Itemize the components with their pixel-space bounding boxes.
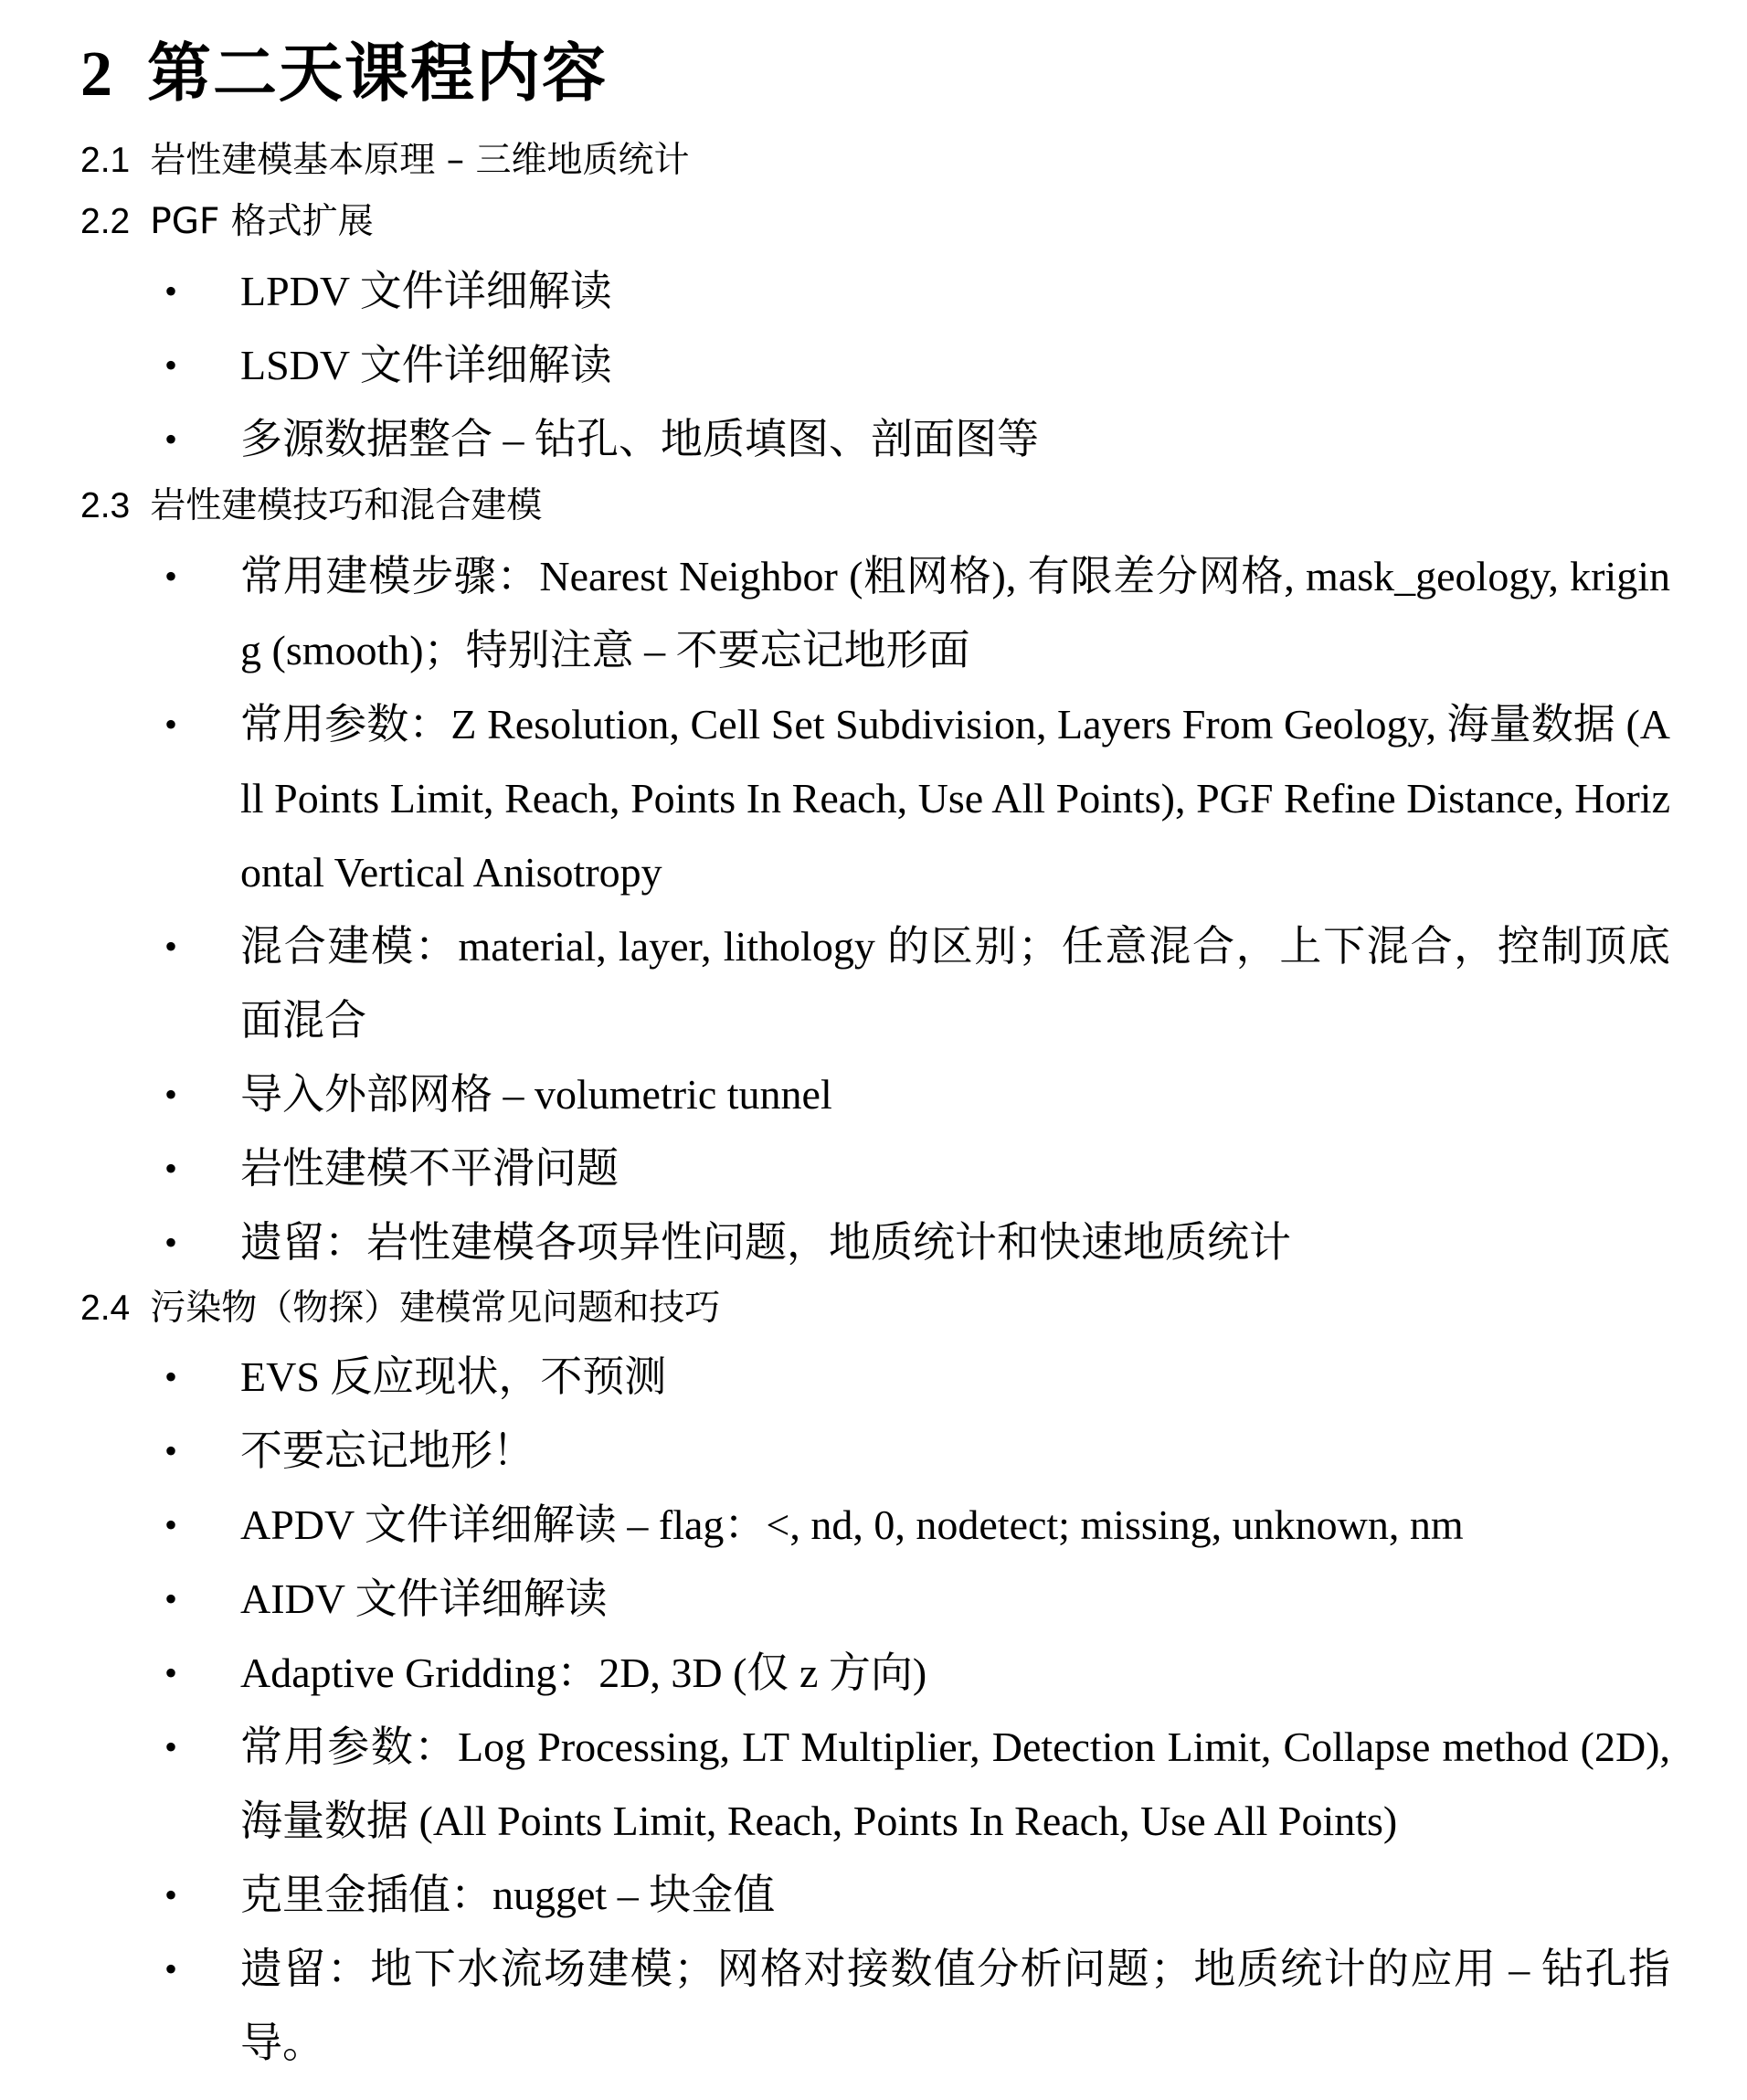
list-item: 常用参数：Log Processing, LT Multiplier, Detection Limit, Collapse method (2D), 海量数据 (All Points Limit, Reach, Points In Reach, Use All Points) <box>240 1723 1670 1844</box>
section-heading-2-4 <box>80 1281 720 1336</box>
bullet-icon: • <box>164 270 178 312</box>
bullet-icon: • <box>164 345 178 386</box>
section-title: PGF 格式扩展 <box>150 201 374 242</box>
bullet-icon: • <box>164 1356 178 1397</box>
section-heading-2-2 <box>80 195 374 249</box>
section-title: 岩性建模基本原理 – 三维地质统计 <box>150 140 690 181</box>
bullet-icon: • <box>164 1578 178 1619</box>
bullet-icon: • <box>164 419 178 460</box>
list-item: 常用建模步骤：Nearest Neighbor (粗网格), 有限差分网格, mask_geology, kriging (smooth)；特别注意 – 不要忘记地形面 <box>240 553 1670 673</box>
list-item: LSDV 文件详细解读 <box>240 342 612 388</box>
bullet-icon: • <box>164 1074 178 1115</box>
bullet-icon: • <box>164 1222 178 1263</box>
list-item: 克里金插值：nugget – 块金值 <box>240 1872 776 1918</box>
section-heading-2-3 <box>80 479 542 534</box>
list-item: 遗留：岩性建模各项异性问题，地质统计和快速地质统计 <box>240 1219 1291 1266</box>
list-item: EVS 反应现状，不预测 <box>240 1353 667 1400</box>
bullet-icon: • <box>164 1504 178 1545</box>
list-item: 导入外部网格 – volumetric tunnel <box>240 1071 832 1118</box>
bullet-icon: • <box>164 1652 178 1693</box>
section-title: 污染物（物探）建模常见问题和技巧 <box>150 1288 721 1329</box>
bullet-icon: • <box>164 556 178 597</box>
chapter-title: 第二天课程内容 <box>147 36 608 111</box>
section-title: 岩性建模技巧和混合建模 <box>150 485 543 526</box>
bullet-icon: • <box>164 704 178 745</box>
section-heading-2-1 <box>80 133 690 188</box>
list-item: Adaptive Gridding：2D, 3D (仅 z 方向) <box>240 1649 927 1696</box>
bullet-icon: • <box>164 926 178 967</box>
section-number: 2.2 <box>80 202 131 241</box>
bullet-icon: • <box>164 1948 178 1989</box>
bullet-icon: • <box>164 1148 178 1189</box>
list-item: 多源数据整合 – 钻孔、地质填图、剖面图等 <box>240 416 1039 462</box>
page-title <box>80 27 608 121</box>
section-number: 2.4 <box>80 1289 131 1328</box>
list-item: 遗留：地下水流场建模；网格对接数值分析问题；地质统计的应用 – 钻孔指导。 <box>240 1946 1670 2066</box>
list-item: 不要忘记地形！ <box>240 1427 535 1474</box>
list-item: AIDV 文件详细解读 <box>240 1575 608 1622</box>
list-item: 岩性建模不平滑问题 <box>240 1145 619 1192</box>
list-item: 常用参数：Z Resolution, Cell Set Subdivision, Layers From Geology, 海量数据 (All Points Limit, Reach, Points In Reach, Use All Points), PGF Refine Distance, Horizontal Vertical Anisotropy <box>240 701 1670 896</box>
list-item: APDV 文件详细解读 – flag：<, nd, 0, nodetect; missing, unknown, nm <box>240 1501 1464 1548</box>
section-number: 2.1 <box>80 141 131 180</box>
chapter-number: 2 <box>80 39 114 110</box>
bullet-icon: • <box>164 1874 178 1915</box>
list-item: LPDV 文件详细解读 <box>240 268 612 314</box>
section-number: 2.3 <box>80 486 131 525</box>
bullet-icon: • <box>164 1430 178 1471</box>
list-item: 混合建模：material, layer, lithology 的区别；任意混合，上下混合，控制顶底面混合 <box>240 923 1670 1044</box>
bullet-icon: • <box>164 1726 178 1767</box>
